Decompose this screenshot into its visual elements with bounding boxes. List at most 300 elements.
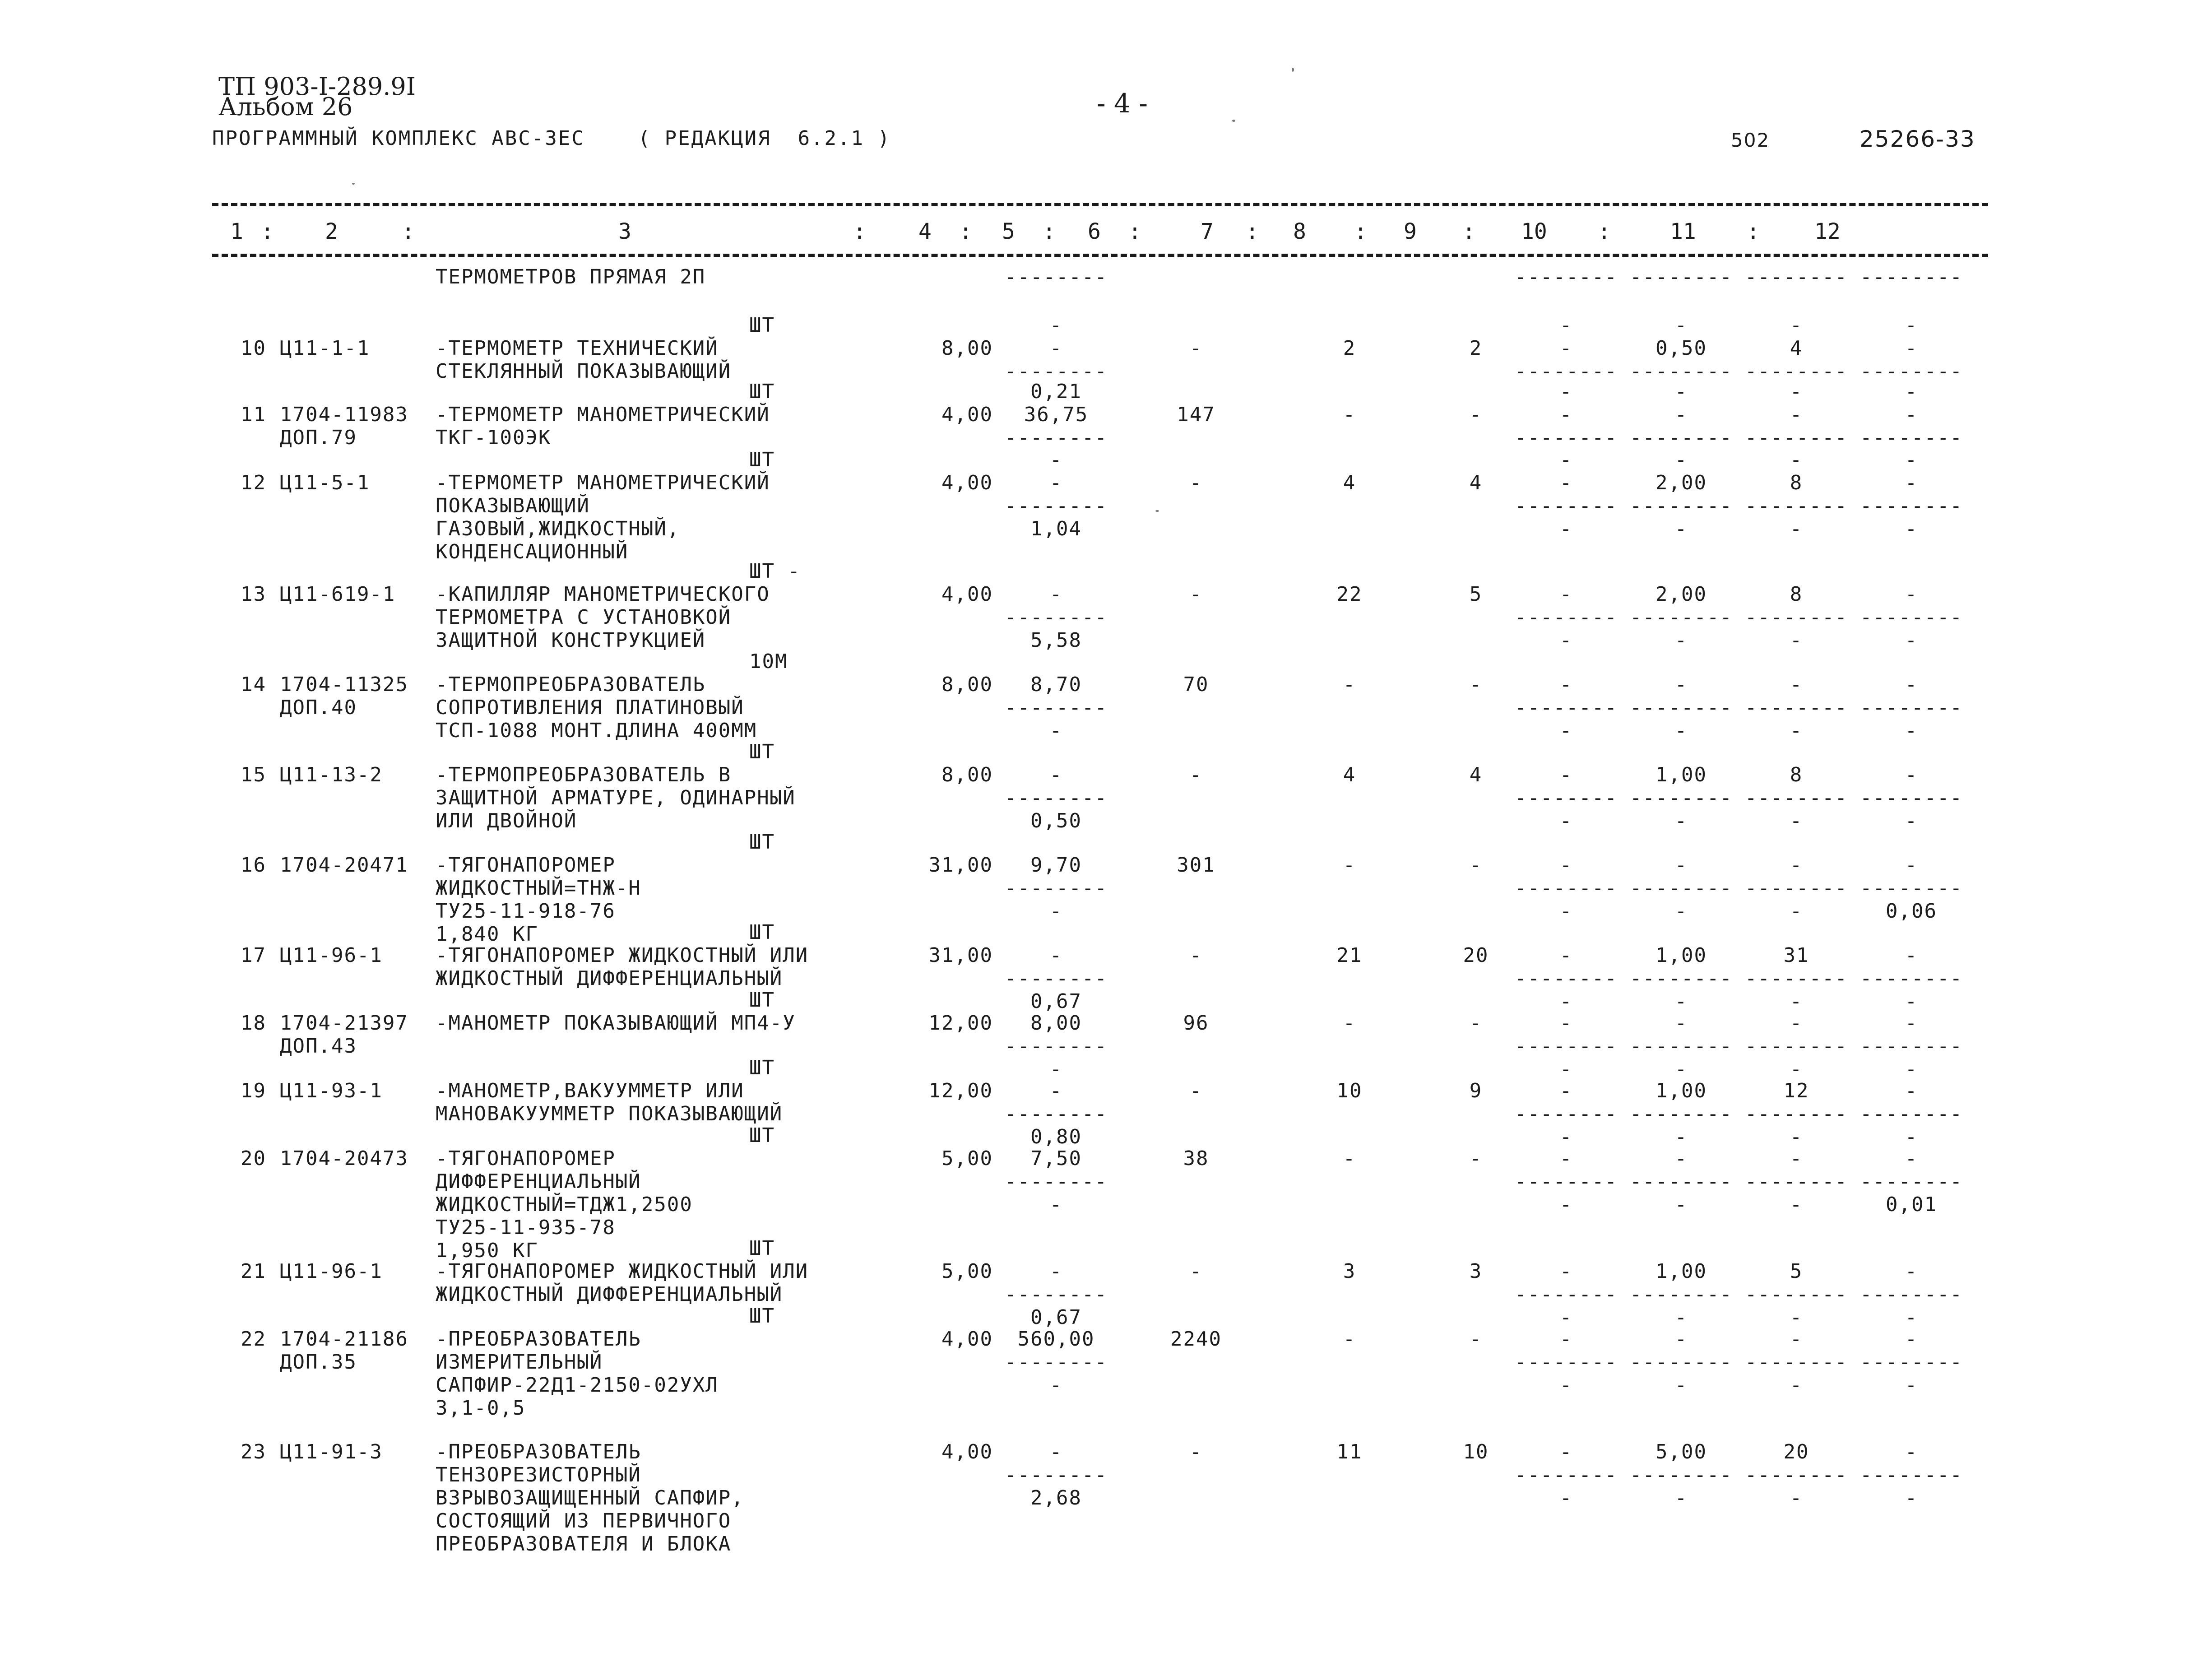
column-header-3: 3	[618, 219, 631, 244]
col-6-value: -	[1189, 944, 1203, 967]
col-9-value: -	[1559, 448, 1573, 471]
row-description: СТЕКЛЯННЫЙ ПОКАЗЫВАЮЩИЙ	[436, 360, 732, 383]
col-11-value: -	[1790, 1193, 1803, 1216]
col-11-value: 20	[1783, 1440, 1809, 1463]
col-6-value: 301	[1177, 854, 1215, 877]
row-unit: ШТ	[749, 314, 775, 337]
col-10-value: --------	[1630, 1102, 1733, 1125]
row-code: Ц11-96-1	[280, 1260, 383, 1283]
row-description: ТЕНЗОРЕЗИСТОРНЫЙ	[436, 1463, 641, 1486]
row-description: СОПРОТИВЛЕНИЯ ПЛАТИНОВЫЙ	[436, 696, 744, 719]
col-10-value: -	[1674, 1058, 1688, 1081]
col-10-value: --------	[1630, 1283, 1733, 1306]
col-11-value: --------	[1745, 426, 1848, 449]
col-12-value: -	[1905, 673, 1918, 696]
col-9-value: -	[1559, 1328, 1573, 1351]
col-9-value: -	[1559, 1058, 1573, 1081]
column-separator: :	[1462, 219, 1475, 244]
col-4-value: 5,00	[941, 1260, 993, 1283]
row-description: -ТЕРМОМЕТР ТЕХНИЧЕСКИЙ	[436, 337, 719, 360]
col-5-value: 0,21	[1030, 380, 1082, 403]
row-unit: ШТ	[749, 989, 775, 1012]
row-code: Ц11-619-1	[280, 583, 396, 606]
col-4-value: 12,00	[928, 1012, 993, 1035]
col-5-value: 2,68	[1030, 1486, 1082, 1509]
program-title: ПРОГРАММНЫЙ КОМПЛЕКС АВС-3ЕС ( РЕДАКЦИЯ 6.2.1 )	[212, 127, 891, 150]
col-5-value: 8,70	[1030, 673, 1082, 696]
col-9-value: -	[1559, 471, 1573, 494]
col-9-value: --------	[1515, 1170, 1618, 1193]
col-9-value: -	[1559, 1486, 1573, 1509]
col-5-value: -	[1049, 900, 1063, 923]
col-9-value: -	[1559, 583, 1573, 606]
col-10-value: --------	[1630, 606, 1733, 629]
col-11-value: --------	[1745, 696, 1848, 719]
col-10-value: --------	[1630, 1463, 1733, 1486]
col-6-value: -	[1189, 471, 1203, 494]
row-description: -КАПИЛЛЯР МАНОМЕТРИЧЕСКОГО	[436, 583, 770, 606]
row-description: ЖИДКОСТНЫЙ ДИФФЕРЕНЦИАЛЬНЫЙ	[436, 1283, 783, 1306]
col-12-value: --------	[1860, 967, 1963, 990]
column-header-6: 6	[1088, 219, 1101, 244]
col-12-value: -	[1905, 1260, 1918, 1283]
album-label: Альбом 26	[218, 93, 353, 121]
scan-speck	[1292, 68, 1294, 72]
row-number: 10	[241, 337, 266, 360]
col-9-value: -	[1559, 1260, 1573, 1283]
column-header-1: 1	[230, 219, 243, 244]
col-6-value: 70	[1183, 673, 1209, 696]
row-unit: ШТ	[749, 1056, 775, 1079]
row-description: СОСТОЯЩИЙ ИЗ ПЕРВИЧНОГО	[436, 1509, 732, 1532]
page-number: - 4 -	[1097, 88, 1148, 119]
row-description: КОНДЕНСАЦИОННЫЙ	[436, 540, 629, 563]
col-10-value: -	[1674, 1306, 1688, 1329]
row-description: ПОКАЗЫВАЮЩИЙ	[436, 494, 590, 517]
col-5-value: -	[1049, 1260, 1063, 1283]
col-9-value: --------	[1515, 426, 1618, 449]
col-6-value: -	[1189, 1079, 1203, 1102]
col-8-value: 4	[1469, 763, 1483, 786]
col-5-value: --------	[1005, 360, 1108, 383]
col-9-value: --------	[1515, 494, 1618, 517]
col-10-value: -	[1674, 314, 1688, 337]
row-number: 15	[241, 763, 266, 786]
col-11-value: -	[1790, 673, 1803, 696]
row-description: ВЗРЫВОЗАЩИЩЕННЫЙ САПФИР,	[436, 1486, 744, 1509]
column-separator: :	[402, 219, 415, 244]
col-10-value: -	[1674, 719, 1688, 742]
col-10-value: --------	[1630, 426, 1733, 449]
col-6-value: -	[1189, 763, 1203, 786]
row-description: ТУ25-11-935-78	[436, 1216, 616, 1239]
col-7-value: 11	[1336, 1440, 1363, 1463]
col-7-value: 10	[1336, 1079, 1363, 1102]
column-separator: :	[1747, 219, 1760, 244]
col-4-value: 31,00	[928, 854, 993, 877]
column-header-row	[212, 220, 1988, 243]
col-12-value: -	[1905, 1058, 1918, 1081]
col-9-value: -	[1559, 900, 1573, 923]
row-number: 17	[241, 944, 266, 967]
col-8-value: -	[1469, 673, 1483, 696]
col-5-value: 8,00	[1030, 1012, 1082, 1035]
col-5-value: --------	[1005, 786, 1108, 809]
col-9-value: -	[1559, 314, 1573, 337]
row-code: ДОП.35	[280, 1351, 357, 1374]
col-11-value: -	[1790, 1058, 1803, 1081]
row-unit: ШТ	[749, 448, 775, 471]
col-11-value: --------	[1745, 967, 1848, 990]
col-12-value: --------	[1860, 494, 1963, 517]
col-11-value: 31	[1783, 944, 1809, 967]
col-10-value: --------	[1630, 967, 1733, 990]
row-unit: ШТ	[749, 380, 775, 403]
col-9-value: --------	[1515, 360, 1618, 383]
col-10-value: -	[1674, 448, 1688, 471]
col-5-value: 0,67	[1030, 1306, 1082, 1329]
col-11-value: --------	[1745, 1170, 1848, 1193]
row-description: ТКГ-100ЭК	[436, 426, 552, 449]
col-10-value: --------	[1630, 1351, 1733, 1374]
row-description: -ТЕРМОМЕТР МАНОМЕТРИЧЕСКИЙ	[436, 471, 770, 494]
row-description: -ТЕРМОПРЕОБРАЗОВАТЕЛЬ В	[436, 763, 732, 786]
col-11-value: -	[1790, 314, 1803, 337]
col-7-value: 2	[1343, 337, 1356, 360]
col-12-value: -	[1905, 314, 1918, 337]
col-7-value: 3	[1343, 1260, 1356, 1283]
col-12-value: -	[1905, 403, 1918, 426]
col-12-value: -	[1905, 629, 1918, 652]
col-11-value: 8	[1790, 583, 1803, 606]
col-10-value: -	[1674, 1012, 1688, 1035]
col-4-value: 8,00	[941, 337, 993, 360]
col-12-value: --------	[1860, 265, 1963, 288]
col-4-value: 4,00	[941, 1328, 993, 1351]
col-6-value: 38	[1183, 1147, 1209, 1170]
col-11-value: -	[1790, 1125, 1803, 1148]
row-number: 13	[241, 583, 266, 606]
col-7-value: 22	[1336, 583, 1363, 606]
col-10-value: -	[1674, 809, 1688, 832]
col-10-value: -	[1674, 1328, 1688, 1351]
document-code: ТП 903-I-289.9I	[218, 72, 416, 101]
col-5-value: --------	[1005, 606, 1108, 629]
col-12-value: -	[1905, 1125, 1918, 1148]
col-6-value: 2240	[1170, 1328, 1222, 1351]
col-12-value: -	[1905, 944, 1918, 967]
col-7-value: 4	[1343, 763, 1356, 786]
col-12-value: --------	[1860, 696, 1963, 719]
row-number: 18	[241, 1012, 266, 1035]
col-10-value: 0,50	[1656, 337, 1707, 360]
col-7-value: -	[1343, 403, 1356, 426]
column-header-8: 8	[1293, 219, 1306, 244]
col-9-value: --------	[1515, 786, 1618, 809]
col-10-value: 1,00	[1656, 763, 1707, 786]
col-5-value: --------	[1005, 696, 1108, 719]
col-9-value: --------	[1515, 1035, 1618, 1058]
row-unit: ШТ	[749, 831, 775, 854]
row-number: 12	[241, 471, 266, 494]
row-description: 3,1-0,5	[436, 1397, 526, 1420]
col-10-value: 2,00	[1656, 471, 1707, 494]
col-12-value: -	[1905, 380, 1918, 403]
col-10-value: --------	[1630, 1170, 1733, 1193]
col-10-value: -	[1674, 673, 1688, 696]
col-5-value: -	[1049, 1079, 1063, 1102]
col-5-value: --------	[1005, 967, 1108, 990]
col-9-value: -	[1559, 1079, 1573, 1102]
col-11-value: -	[1790, 1374, 1803, 1397]
row-description: ПРЕОБРАЗОВАТЕЛЯ И БЛОКА	[436, 1532, 732, 1555]
col-5-value: -	[1049, 1058, 1063, 1081]
col-11-value: --------	[1745, 786, 1848, 809]
row-description: ТЕРМОМЕТРОВ ПРЯМАЯ 2П	[436, 265, 706, 288]
col-4-value: 4,00	[941, 583, 993, 606]
col-8-value: 3	[1469, 1260, 1483, 1283]
row-unit: ШТ	[749, 1305, 775, 1328]
col-6-value: -	[1189, 337, 1203, 360]
col-9-value: -	[1559, 763, 1573, 786]
col-10-value: -	[1674, 1486, 1688, 1509]
col-9-value: --------	[1515, 1102, 1618, 1125]
col-5-value: --------	[1005, 265, 1108, 288]
row-code: Ц11-96-1	[280, 944, 383, 967]
column-separator: :	[1128, 219, 1141, 244]
col-11-value: -	[1790, 517, 1803, 540]
row-description: -ТЕРМОМЕТР МАНОМЕТРИЧЕСКИЙ	[436, 403, 770, 426]
col-10-value: 1,00	[1656, 1079, 1707, 1102]
row-number: 20	[241, 1147, 266, 1170]
col-11-value: -	[1790, 1306, 1803, 1329]
col-11-value: --------	[1745, 1102, 1848, 1125]
col-5-value: 0,67	[1030, 990, 1082, 1013]
column-separator: :	[1598, 219, 1611, 244]
row-unit: ШТ	[749, 740, 775, 763]
col-12-value: -	[1905, 719, 1918, 742]
col-10-value: 5,00	[1656, 1440, 1707, 1463]
col-9-value: -	[1559, 809, 1573, 832]
col-12-value: --------	[1860, 1463, 1963, 1486]
col-9-value: -	[1559, 380, 1573, 403]
col-6-value: 96	[1183, 1012, 1209, 1035]
col-9-value: -	[1559, 990, 1573, 1013]
col-8-value: -	[1469, 854, 1483, 877]
row-code: ДОП.40	[280, 696, 357, 719]
col-11-value: --------	[1745, 1283, 1848, 1306]
col-10-value: --------	[1630, 494, 1733, 517]
col-7-value: 4	[1343, 471, 1356, 494]
scan-speck	[1155, 510, 1159, 512]
column-separator: :	[1246, 219, 1259, 244]
col-5-value: --------	[1005, 1463, 1108, 1486]
row-number: 21	[241, 1260, 266, 1283]
row-description: -ТЕРМОПРЕОБРАЗОВАТЕЛЬ	[436, 673, 706, 696]
col-11-value: -	[1790, 1012, 1803, 1035]
col-12-value: -	[1905, 1306, 1918, 1329]
col-5-value: 9,70	[1030, 854, 1082, 877]
column-header-9: 9	[1404, 219, 1417, 244]
col-10-value: --------	[1630, 786, 1733, 809]
col-12-value: --------	[1860, 426, 1963, 449]
col-12-value: -	[1905, 763, 1918, 786]
row-description: ЗАЩИТНОЙ КОНСТРУКЦИЕЙ	[436, 629, 706, 652]
col-11-value: -	[1790, 990, 1803, 1013]
col-11-value: --------	[1745, 1351, 1848, 1374]
row-number: 19	[241, 1079, 266, 1102]
col-10-value: -	[1674, 517, 1688, 540]
col-12-value: -	[1905, 448, 1918, 471]
col-11-value: 5	[1790, 1260, 1803, 1283]
col-5-value: -	[1049, 314, 1063, 337]
row-description: -ТЯГОНАПОРОМЕР	[436, 1147, 616, 1170]
col-11-value: --------	[1745, 360, 1848, 383]
col-12-value: -	[1905, 809, 1918, 832]
col-12-value: -	[1905, 517, 1918, 540]
col-8-value: 2	[1469, 337, 1483, 360]
row-description: -ПРЕОБРАЗОВАТЕЛЬ	[436, 1328, 641, 1351]
col-12-value: 0,06	[1886, 900, 1937, 923]
col-8-value: -	[1469, 1328, 1483, 1351]
col-5-value: 36,75	[1024, 403, 1089, 426]
row-description: ИЗМЕРИТЕЛЬНЫЙ	[436, 1351, 603, 1374]
col-5-value: -	[1049, 944, 1063, 967]
row-description: ЖИДКОСТНЫЙ ДИФФЕРЕНЦИАЛЬНЫЙ	[436, 967, 783, 990]
row-description: ГАЗОВЫЙ,ЖИДКОСТНЫЙ,	[436, 517, 680, 540]
col-5-value: 5,58	[1030, 629, 1082, 652]
row-description: ДИФФЕРЕНЦИАЛЬНЫЙ	[436, 1170, 641, 1193]
col-5-value: --------	[1005, 1351, 1108, 1374]
col-6-value: -	[1189, 1440, 1203, 1463]
col-11-value: -	[1790, 719, 1803, 742]
col-10-value: --------	[1630, 696, 1733, 719]
col-8-value: 5	[1469, 583, 1483, 606]
row-unit: ШТ	[749, 921, 775, 944]
col-8-value: -	[1469, 1147, 1483, 1170]
column-header-10: 10	[1521, 219, 1547, 244]
col-5-value: --------	[1005, 494, 1108, 517]
col-5-value: -	[1049, 763, 1063, 786]
col-11-value: -	[1790, 809, 1803, 832]
col-10-value: -	[1674, 1125, 1688, 1148]
col-11-value: 4	[1790, 337, 1803, 360]
header-rule-bottom	[212, 254, 1988, 257]
col-10-value: -	[1674, 1147, 1688, 1170]
col-4-value: 12,00	[928, 1079, 993, 1102]
col-8-value: 10	[1463, 1440, 1489, 1463]
col-10-value: -	[1674, 1193, 1688, 1216]
col-8-value: -	[1469, 1012, 1483, 1035]
col-11-value: -	[1790, 1147, 1803, 1170]
col-9-value: -	[1559, 337, 1573, 360]
col-9-value: --------	[1515, 877, 1618, 900]
col-12-value: --------	[1860, 360, 1963, 383]
row-description: САПФИР-22Д1-2150-02УХЛ	[436, 1374, 719, 1397]
col-9-value: --------	[1515, 1351, 1618, 1374]
row-code: Ц11-91-3	[280, 1440, 383, 1463]
col-12-value: -	[1905, 337, 1918, 360]
col-12-value: -	[1905, 1012, 1918, 1035]
col-10-value: -	[1674, 403, 1688, 426]
col-4-value: 8,00	[941, 673, 993, 696]
row-code: ДОП.79	[280, 426, 357, 449]
row-code: Ц11-13-2	[280, 763, 383, 786]
scan-speck	[352, 183, 355, 185]
col-12-value: -	[1905, 1328, 1918, 1351]
col-7-value: -	[1343, 1147, 1356, 1170]
col-12-value: --------	[1860, 786, 1963, 809]
col-12-value: -	[1905, 1374, 1918, 1397]
col-12-value: -	[1905, 990, 1918, 1013]
col-10-value: --------	[1630, 1035, 1733, 1058]
col-11-value: --------	[1745, 1463, 1848, 1486]
col-12-value: --------	[1860, 1283, 1963, 1306]
col-8-value: 20	[1463, 944, 1489, 967]
row-description: -МАНОМЕТР,ВАКУУММЕТР ИЛИ	[436, 1079, 744, 1102]
row-unit: ШТ	[749, 1124, 775, 1147]
col-12-value: -	[1905, 1079, 1918, 1102]
row-description: -МАНОМЕТР ПОКАЗЫВАЮЩИЙ МП4-У	[436, 1012, 796, 1035]
col-5-value: -	[1049, 448, 1063, 471]
row-description: -ТЯГОНАПОРОМЕР	[436, 854, 616, 877]
col-11-value: -	[1790, 380, 1803, 403]
col-9-value: -	[1559, 1193, 1573, 1216]
col-5-value: -	[1049, 719, 1063, 742]
col-5-value: 1,04	[1030, 517, 1082, 540]
col-11-value: -	[1790, 1486, 1803, 1509]
col-10-value: -	[1674, 380, 1688, 403]
col-4-value: 31,00	[928, 944, 993, 967]
row-unit: ШТ -	[749, 560, 801, 583]
col-7-value: -	[1343, 673, 1356, 696]
row-number: 16	[241, 854, 266, 877]
col-7-value: -	[1343, 1012, 1356, 1035]
col-11-value: 8	[1790, 763, 1803, 786]
col-11-value: --------	[1745, 265, 1848, 288]
col-4-value: 5,00	[941, 1147, 993, 1170]
col-5-value: --------	[1005, 1283, 1108, 1306]
col-5-value: -	[1049, 583, 1063, 606]
col-6-value: 147	[1177, 403, 1215, 426]
col-12-value: --------	[1860, 1170, 1963, 1193]
row-description: ТЕРМОМЕТРА С УСТАНОВКОЙ	[436, 606, 732, 629]
scan-speck	[1232, 120, 1235, 122]
col-9-value: -	[1559, 1440, 1573, 1463]
col-9-value: --------	[1515, 967, 1618, 990]
row-description: -ТЯГОНАПОРОМЕР ЖИДКОСТНЫЙ ИЛИ	[436, 944, 809, 967]
col-10-value: -	[1674, 854, 1688, 877]
header-rule-top	[212, 203, 1988, 206]
column-header-4: 4	[918, 219, 932, 244]
col-11-value: -	[1790, 900, 1803, 923]
col-9-value: --------	[1515, 696, 1618, 719]
col-10-value: 1,00	[1656, 1260, 1707, 1283]
col-5-value: --------	[1005, 1035, 1108, 1058]
row-description: ЖИДКОСТНЫЙ=ТНЖ-Н	[436, 877, 641, 900]
col-9-value: -	[1559, 1306, 1573, 1329]
col-9-value: --------	[1515, 1463, 1618, 1486]
col-11-value: --------	[1745, 1035, 1848, 1058]
row-number: 23	[241, 1440, 266, 1463]
col-11-value: -	[1790, 629, 1803, 652]
row-unit: 10М	[749, 650, 788, 673]
col-11-value: -	[1790, 854, 1803, 877]
col-5-value: 0,80	[1030, 1125, 1082, 1148]
col-11-value: 12	[1783, 1079, 1809, 1102]
col-5-value: --------	[1005, 1102, 1108, 1125]
col-5-value: 7,50	[1030, 1147, 1082, 1170]
